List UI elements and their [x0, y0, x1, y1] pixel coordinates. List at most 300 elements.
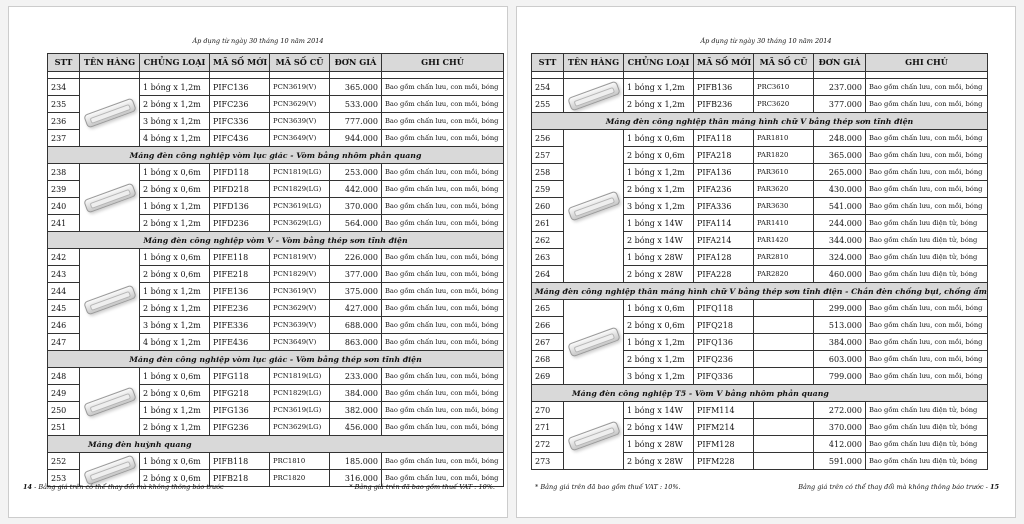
table-header-row — [48, 54, 504, 72]
note-cell: Bao gồm chấn lưu, con mồi, bóng — [382, 215, 504, 232]
old-code-cell — [754, 300, 814, 317]
stt-cell: 234 — [48, 79, 80, 96]
note-cell: Bao gồm chấn lưu, con mồi, bóng — [866, 368, 988, 385]
header-5: MÃ SỐ CŨ — [754, 54, 814, 72]
price-cell: 324.000 — [814, 249, 866, 266]
section-title: Máng đèn công nghiệp thân máng hình chữ V bằng thép sơn tĩnh điện - Chắn đèn chống bụi, chống ẩm — [532, 283, 988, 300]
new-code-cell: PIFB236 — [694, 96, 754, 113]
product-image-cell — [80, 249, 140, 351]
note-cell: Bao gồm chấn lưu điện tử, bóng — [866, 232, 988, 249]
section-title: Máng đèn công nghiệp thân máng hình chữ V bằng thép sơn tĩnh điện — [532, 113, 988, 130]
stt-cell: 252 — [48, 453, 80, 470]
price-cell: 265.000 — [814, 164, 866, 181]
stt-cell: 264 — [532, 266, 564, 283]
stt-cell: 260 — [532, 198, 564, 215]
note-cell: Bao gồm chấn lưu, con mồi, bóng — [866, 198, 988, 215]
effective-date: Áp dụng từ ngày 30 tháng 10 năm 2014 — [192, 37, 324, 45]
new-code-cell: PIFE136 — [210, 283, 270, 300]
spacer-cell — [564, 72, 624, 79]
price-cell: 442.000 — [330, 181, 382, 198]
new-code-cell: PIFE436 — [210, 334, 270, 351]
stt-cell: 259 — [532, 181, 564, 198]
lamp-fixture-icon — [83, 386, 137, 417]
note-cell: Bao gồm chấn lưu điện tử, bóng — [866, 249, 988, 266]
product-image-cell — [564, 300, 624, 385]
old-code-cell — [754, 402, 814, 419]
type-cell: 4 bóng x 1,2m — [140, 334, 210, 351]
stt-cell: 261 — [532, 215, 564, 232]
section-row — [532, 385, 988, 402]
type-cell: 2 bóng x 0,6m — [140, 385, 210, 402]
note-cell: Bao gồm chấn lưu, con mồi, bóng — [382, 113, 504, 130]
table-row — [532, 79, 988, 96]
price-cell: 460.000 — [814, 266, 866, 283]
footer-vat: * Bảng giá trên đã bao gồm thuế VAT : 10%. — [349, 483, 495, 491]
old-code-cell: PRC1810 — [270, 453, 330, 470]
stt-cell: 270 — [532, 402, 564, 419]
lamp-fixture-icon — [83, 182, 137, 213]
note-cell: Bao gồm chấn lưu điện tử, bóng — [866, 266, 988, 283]
type-cell: 2 bóng x 0,6m — [624, 317, 694, 334]
new-code-cell: PIFB218 — [210, 470, 270, 487]
type-cell: 2 bóng x 1,2m — [140, 96, 210, 113]
old-code-cell: PAR1410 — [754, 215, 814, 232]
section-row — [48, 147, 504, 164]
note-cell: Bao gồm chấn lưu, con mồi, bóng — [382, 402, 504, 419]
new-code-cell: PIFD236 — [210, 215, 270, 232]
type-cell: 2 bóng x 1,2m — [140, 300, 210, 317]
lamp-fixture-icon — [567, 420, 621, 451]
old-code-cell — [754, 436, 814, 453]
old-code-cell: PCN3629(V) — [270, 96, 330, 113]
stt-cell: 257 — [532, 147, 564, 164]
type-cell: 1 bóng x 0,6m — [624, 130, 694, 147]
stt-cell: 267 — [532, 334, 564, 351]
new-code-cell: PIFC436 — [210, 130, 270, 147]
new-code-cell: PIFQ136 — [694, 334, 754, 351]
new-code-cell: PIFA218 — [694, 147, 754, 164]
price-cell: 688.000 — [330, 317, 382, 334]
price-cell: 533.000 — [330, 96, 382, 113]
type-cell: 4 bóng x 1,2m — [140, 130, 210, 147]
old-code-cell: PRC3610 — [754, 79, 814, 96]
new-code-cell: PIFA118 — [694, 130, 754, 147]
price-cell: 564.000 — [330, 215, 382, 232]
stt-cell: 271 — [532, 419, 564, 436]
price-cell: 316.000 — [330, 470, 382, 487]
type-cell: 1 bóng x 1,2m — [624, 79, 694, 96]
new-code-cell: PIFQ236 — [694, 351, 754, 368]
new-code-cell: PIFB118 — [210, 453, 270, 470]
old-code-cell: PCN3649(V) — [270, 130, 330, 147]
section-title: Máng đèn huỳnh quang — [48, 436, 504, 453]
new-code-cell: PIFE236 — [210, 300, 270, 317]
lamp-fixture-icon — [83, 284, 137, 315]
header-1: STT — [532, 54, 564, 72]
stt-cell: 251 — [48, 419, 80, 436]
section-row — [48, 351, 504, 368]
stt-cell: 263 — [532, 249, 564, 266]
note-cell: Bao gồm chấn lưu, con mồi, bóng — [382, 198, 504, 215]
header-2: TÊN HÀNG — [80, 54, 140, 72]
table-row — [48, 368, 504, 385]
spacer-cell — [330, 72, 382, 79]
effective-date: Áp dụng từ ngày 30 tháng 10 năm 2014 — [700, 37, 832, 45]
price-table — [47, 53, 504, 487]
new-code-cell: PIFM214 — [694, 419, 754, 436]
old-code-cell: PAR3610 — [754, 164, 814, 181]
note-cell: Bao gồm chấn lưu, con mồi, bóng — [866, 317, 988, 334]
spacer-cell — [48, 72, 80, 79]
price-cell: 365.000 — [330, 79, 382, 96]
price-cell: 377.000 — [330, 266, 382, 283]
spacer-cell — [270, 72, 330, 79]
price-cell: 603.000 — [814, 351, 866, 368]
note-cell: Bao gồm chấn lưu, con mồi, bóng — [866, 300, 988, 317]
type-cell: 2 bóng x 28W — [624, 453, 694, 470]
note-cell: Bao gồm chấn lưu, con mồi, bóng — [866, 351, 988, 368]
note-cell: Bao gồm chấn lưu, con mồi, bóng — [382, 249, 504, 266]
header-6: ĐƠN GIÁ — [330, 54, 382, 72]
type-cell: 1 bóng x 1,2m — [140, 79, 210, 96]
old-code-cell — [754, 453, 814, 470]
type-cell: 1 bóng x 0,6m — [140, 453, 210, 470]
type-cell: 1 bóng x 1,2m — [624, 164, 694, 181]
new-code-cell: PIFM114 — [694, 402, 754, 419]
type-cell: 2 bóng x 1,2m — [140, 419, 210, 436]
new-code-cell: PIFG236 — [210, 419, 270, 436]
old-code-cell: PAR1820 — [754, 147, 814, 164]
old-code-cell: PCN1829(LG) — [270, 181, 330, 198]
product-image-cell — [80, 368, 140, 436]
price-cell: 777.000 — [330, 113, 382, 130]
old-code-cell: PRC3620 — [754, 96, 814, 113]
note-cell: Bao gồm chấn lưu, con mồi, bóng — [382, 266, 504, 283]
stt-cell: 253 — [48, 470, 80, 487]
price-cell: 253.000 — [330, 164, 382, 181]
old-code-cell: PCN3619(V) — [270, 283, 330, 300]
price-cell: 513.000 — [814, 317, 866, 334]
new-code-cell: PIFA114 — [694, 215, 754, 232]
product-image-cell — [80, 453, 140, 487]
old-code-cell: PCN1819(LG) — [270, 164, 330, 181]
new-code-cell: PIFG136 — [210, 402, 270, 419]
type-cell: 2 bóng x 1,2m — [140, 215, 210, 232]
note-cell: Bao gồm chấn lưu, con mồi, bóng — [866, 147, 988, 164]
stt-cell: 258 — [532, 164, 564, 181]
type-cell: 1 bóng x 1,2m — [140, 283, 210, 300]
note-cell: Bao gồm chấn lưu, con mồi, bóng — [382, 300, 504, 317]
note-cell: Bao gồm chấn lưu, con mồi, bóng — [382, 470, 504, 487]
section-row — [48, 436, 504, 453]
old-code-cell: PRC1820 — [270, 470, 330, 487]
stt-cell: 244 — [48, 283, 80, 300]
old-code-cell — [754, 317, 814, 334]
price-cell: 382.000 — [330, 402, 382, 419]
stt-cell: 249 — [48, 385, 80, 402]
page-number: 15 — [989, 483, 999, 491]
new-code-cell: PIFM228 — [694, 453, 754, 470]
old-code-cell: PCN3639(V) — [270, 317, 330, 334]
header-5: MÃ SỐ CŨ — [270, 54, 330, 72]
old-code-cell: PAR2820 — [754, 266, 814, 283]
old-code-cell — [754, 351, 814, 368]
note-cell: Bao gồm chấn lưu, con mồi, bóng — [382, 334, 504, 351]
footer-right: Bảng giá trên có thể thay đổi mà không thông báo trước - 15 — [798, 483, 999, 491]
product-image-cell — [564, 402, 624, 470]
price-table — [531, 53, 988, 470]
table-row — [532, 402, 988, 419]
section-title: Máng đèn công nghiệp vòm lục giác - Vòm bằng nhôm phản quang — [48, 147, 504, 164]
price-cell: 370.000 — [814, 419, 866, 436]
stt-cell: 256 — [532, 130, 564, 147]
type-cell: 2 bóng x 0,6m — [140, 470, 210, 487]
header-4: MÃ SỐ MỚI — [210, 54, 270, 72]
table-row — [532, 300, 988, 317]
type-cell: 2 bóng x 14W — [624, 232, 694, 249]
price-cell: 863.000 — [330, 334, 382, 351]
lamp-fixture-icon — [567, 327, 621, 358]
spacer-cell — [624, 72, 694, 79]
new-code-cell: PIFC236 — [210, 96, 270, 113]
price-cell: 412.000 — [814, 436, 866, 453]
note-cell: Bao gồm chấn lưu điện tử, bóng — [866, 453, 988, 470]
stt-cell: 255 — [532, 96, 564, 113]
price-cell: 591.000 — [814, 453, 866, 470]
note-cell: Bao gồm chấn lưu điện tử, bóng — [866, 215, 988, 232]
page-right — [516, 6, 1016, 518]
price-cell: 365.000 — [814, 147, 866, 164]
old-code-cell — [754, 419, 814, 436]
old-code-cell: PAR1810 — [754, 130, 814, 147]
old-code-cell: PCN3639(V) — [270, 113, 330, 130]
old-code-cell: PCN3629(LG) — [270, 419, 330, 436]
lamp-fixture-icon — [83, 97, 137, 128]
stt-cell: 273 — [532, 453, 564, 470]
note-cell: Bao gồm chấn lưu, con mồi, bóng — [382, 96, 504, 113]
spacer-cell — [140, 72, 210, 79]
product-image-cell — [564, 130, 624, 283]
note-cell: Bao gồm chấn lưu, con mồi, bóng — [866, 334, 988, 351]
lamp-fixture-icon — [567, 191, 621, 222]
spacer-cell — [814, 72, 866, 79]
header-7: GHI CHÚ — [382, 54, 504, 72]
type-cell: 1 bóng x 0,6m — [140, 164, 210, 181]
note-cell: Bao gồm chấn lưu, con mồi, bóng — [382, 419, 504, 436]
table-row — [48, 249, 504, 266]
header-2: TÊN HÀNG — [564, 54, 624, 72]
section-title: Máng đèn công nghiệp vòm V - Vòm bằng thép sơn tĩnh điện — [48, 232, 504, 249]
type-cell: 1 bóng x 0,6m — [140, 249, 210, 266]
price-cell: 233.000 — [330, 368, 382, 385]
stt-cell: 266 — [532, 317, 564, 334]
old-code-cell: PAR2810 — [754, 249, 814, 266]
note-cell: Bao gồm chấn lưu, con mồi, bóng — [866, 79, 988, 96]
old-code-cell: PAR1420 — [754, 232, 814, 249]
price-cell: 375.000 — [330, 283, 382, 300]
stt-cell: 254 — [532, 79, 564, 96]
stt-cell: 242 — [48, 249, 80, 266]
new-code-cell: PIFB136 — [694, 79, 754, 96]
type-cell: 1 bóng x 0,6m — [140, 368, 210, 385]
stt-cell: 272 — [532, 436, 564, 453]
old-code-cell: PCN3619(LG) — [270, 198, 330, 215]
new-code-cell: PIFA228 — [694, 266, 754, 283]
price-cell: 456.000 — [330, 419, 382, 436]
new-code-cell: PIFQ118 — [694, 300, 754, 317]
note-cell: Bao gồm chấn lưu, con mồi, bóng — [382, 79, 504, 96]
table-header-row — [532, 54, 988, 72]
price-cell: 244.000 — [814, 215, 866, 232]
note-cell: Bao gồm chấn lưu, con mồi, bóng — [382, 453, 504, 470]
price-cell: 272.000 — [814, 402, 866, 419]
price-cell: 248.000 — [814, 130, 866, 147]
price-cell: 384.000 — [814, 334, 866, 351]
new-code-cell: PIFA136 — [694, 164, 754, 181]
section-row — [532, 113, 988, 130]
note-cell: Bao gồm chấn lưu, con mồi, bóng — [382, 317, 504, 334]
old-code-cell — [754, 368, 814, 385]
old-code-cell: PCN3619(LG) — [270, 402, 330, 419]
type-cell: 2 bóng x 1,2m — [624, 181, 694, 198]
stt-cell: 262 — [532, 232, 564, 249]
section-title: Máng đèn công nghiệp vòm lục giác - Vòm bằng thép sơn tĩnh điện — [48, 351, 504, 368]
product-image-cell — [564, 79, 624, 113]
note-cell: Bao gồm chấn lưu, con mồi, bóng — [382, 181, 504, 198]
footer-note: Bảng giá trên có thể thay đổi mà không thông báo trước — [798, 483, 984, 491]
section-row — [48, 232, 504, 249]
type-cell: 1 bóng x 1,2m — [140, 198, 210, 215]
spacer-cell — [754, 72, 814, 79]
type-cell: 1 bóng x 0,6m — [624, 300, 694, 317]
footer-left: 14 - Bảng giá trên có thể thay đổi mà không thông báo trước — [23, 483, 224, 491]
header-3: CHỦNG LOẠI — [140, 54, 210, 72]
stt-cell: 239 — [48, 181, 80, 198]
type-cell: 2 bóng x 1,2m — [624, 351, 694, 368]
footer-note: Bảng giá trên có thể thay đổi mà không thông báo trước — [38, 483, 224, 491]
note-cell: Bao gồm chấn lưu, con mồi, bóng — [382, 368, 504, 385]
new-code-cell: PIFA336 — [694, 198, 754, 215]
price-cell: 377.000 — [814, 96, 866, 113]
stt-cell: 243 — [48, 266, 80, 283]
old-code-cell: PCN3629(V) — [270, 300, 330, 317]
price-cell: 370.000 — [330, 198, 382, 215]
note-cell: Bao gồm chấn lưu, con mồi, bóng — [382, 130, 504, 147]
old-code-cell: PCN3629(LG) — [270, 215, 330, 232]
old-code-cell: PCN1829(V) — [270, 266, 330, 283]
product-image-cell — [80, 79, 140, 147]
type-cell: 2 bóng x 14W — [624, 419, 694, 436]
type-cell: 3 bóng x 1,2m — [624, 198, 694, 215]
table-row — [48, 453, 504, 470]
type-cell: 2 bóng x 0,6m — [140, 181, 210, 198]
stt-cell: 268 — [532, 351, 564, 368]
lamp-fixture-icon — [567, 80, 621, 111]
stt-cell: 237 — [48, 130, 80, 147]
type-cell: 3 bóng x 1,2m — [140, 113, 210, 130]
old-code-cell: PCN1819(LG) — [270, 368, 330, 385]
new-code-cell: PIFA236 — [694, 181, 754, 198]
new-code-cell: PIFG218 — [210, 385, 270, 402]
price-cell: 185.000 — [330, 453, 382, 470]
page-left — [8, 6, 508, 518]
spacer-row — [532, 72, 988, 79]
old-code-cell: PCN1819(V) — [270, 249, 330, 266]
note-cell: Bao gồm chấn lưu, con mồi, bóng — [866, 181, 988, 198]
stt-cell: 235 — [48, 96, 80, 113]
new-code-cell: PIFD136 — [210, 198, 270, 215]
lamp-fixture-icon — [83, 454, 137, 485]
type-cell: 3 bóng x 1,2m — [140, 317, 210, 334]
stt-cell: 248 — [48, 368, 80, 385]
table-row — [532, 130, 988, 147]
price-cell: 299.000 — [814, 300, 866, 317]
price-cell: 226.000 — [330, 249, 382, 266]
stt-cell: 241 — [48, 215, 80, 232]
new-code-cell: PIFC136 — [210, 79, 270, 96]
spacer-cell — [866, 72, 988, 79]
new-code-cell: PIFE118 — [210, 249, 270, 266]
new-code-cell: PIFE218 — [210, 266, 270, 283]
new-code-cell: PIFG118 — [210, 368, 270, 385]
type-cell: 1 bóng x 14W — [624, 402, 694, 419]
stt-cell: 246 — [48, 317, 80, 334]
price-cell: 430.000 — [814, 181, 866, 198]
price-cell: 237.000 — [814, 79, 866, 96]
stt-cell: 265 — [532, 300, 564, 317]
type-cell: 1 bóng x 1,2m — [624, 334, 694, 351]
table-row — [48, 79, 504, 96]
price-cell: 427.000 — [330, 300, 382, 317]
stt-cell: 245 — [48, 300, 80, 317]
footer-vat: * Bảng giá trên đã bao gồm thuế VAT : 10%. — [535, 483, 681, 491]
stt-cell: 269 — [532, 368, 564, 385]
type-cell: 2 bóng x 0,6m — [624, 147, 694, 164]
spacer-cell — [532, 72, 564, 79]
stt-cell: 247 — [48, 334, 80, 351]
new-code-cell: PIFE336 — [210, 317, 270, 334]
header-6: ĐƠN GIÁ — [814, 54, 866, 72]
old-code-cell: PCN1829(LG) — [270, 385, 330, 402]
type-cell: 2 bóng x 1,2m — [624, 96, 694, 113]
spacer-cell — [80, 72, 140, 79]
price-cell: 944.000 — [330, 130, 382, 147]
section-row — [532, 283, 988, 300]
stt-cell: 250 — [48, 402, 80, 419]
spacer-row — [48, 72, 504, 79]
old-code-cell — [754, 334, 814, 351]
new-code-cell: PIFQ336 — [694, 368, 754, 385]
type-cell: 1 bóng x 1,2m — [140, 402, 210, 419]
note-cell: Bao gồm chấn lưu, con mồi, bóng — [382, 283, 504, 300]
note-cell: Bao gồm chấn lưu, con mồi, bóng — [382, 385, 504, 402]
note-cell: Bao gồm chấn lưu điện tử, bóng — [866, 436, 988, 453]
spacer-cell — [210, 72, 270, 79]
type-cell: 1 bóng x 28W — [624, 436, 694, 453]
product-image-cell — [80, 164, 140, 232]
price-cell: 541.000 — [814, 198, 866, 215]
new-code-cell: PIFQ218 — [694, 317, 754, 334]
note-cell: Bao gồm chấn lưu, con mồi, bóng — [866, 96, 988, 113]
price-cell: 344.000 — [814, 232, 866, 249]
type-cell: 2 bóng x 28W — [624, 266, 694, 283]
old-code-cell: PAR3630 — [754, 198, 814, 215]
page-number: 14 — [23, 483, 33, 491]
type-cell: 1 bóng x 28W — [624, 249, 694, 266]
spacer-cell — [382, 72, 504, 79]
old-code-cell: PCN3619(V) — [270, 79, 330, 96]
price-cell: 799.000 — [814, 368, 866, 385]
